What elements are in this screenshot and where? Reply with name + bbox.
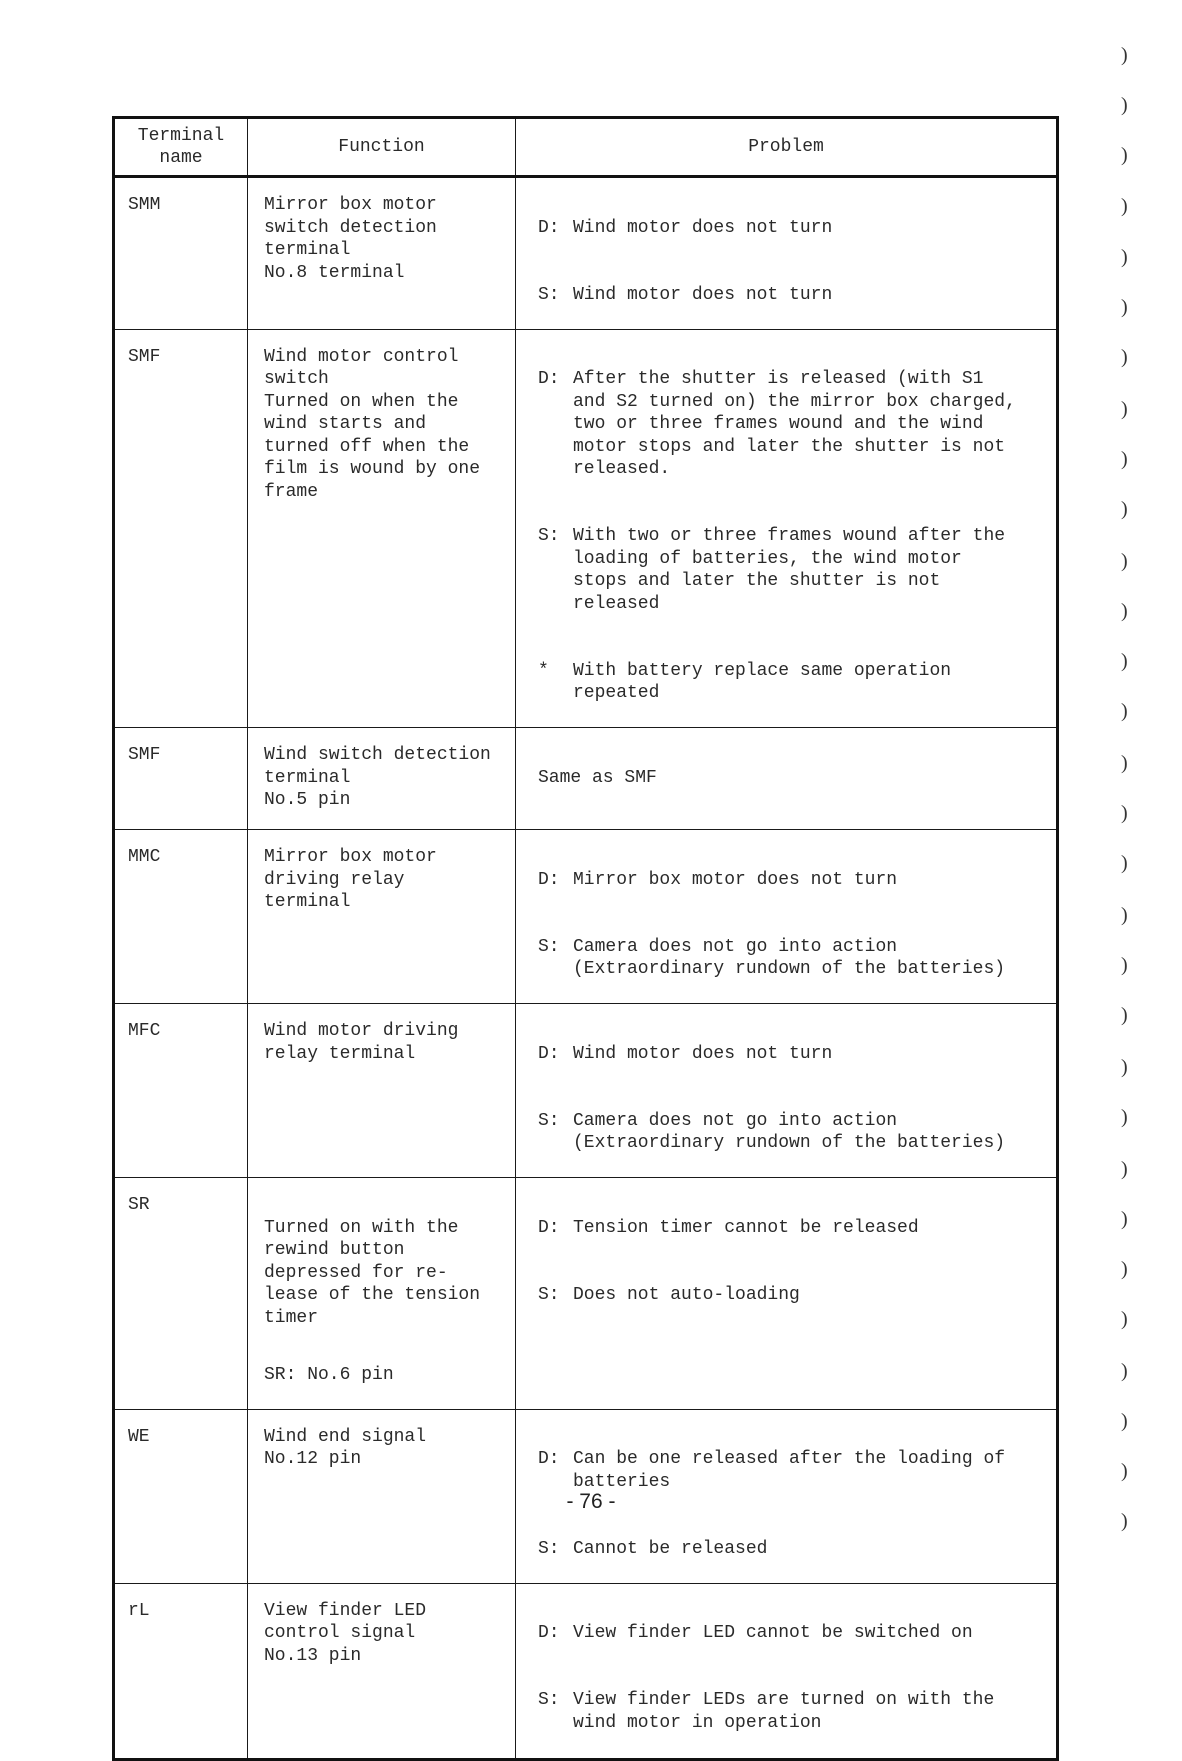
binding-mark: ) <box>1121 296 1128 318</box>
problem-prefix: D: <box>538 1623 560 1643</box>
binding-mark: ) <box>1121 44 1128 66</box>
problem-item <box>538 1110 1048 1155</box>
function-text: View finder LED control signal No.13 pin <box>264 1600 427 1666</box>
problem-cell <box>516 728 1058 830</box>
problem-item <box>538 1284 1048 1307</box>
header-terminal-name: Terminal name <box>114 118 248 177</box>
function-text: Wind motor driving relay terminal <box>264 1021 459 1064</box>
function-cell <box>248 329 516 728</box>
binding-mark: ) <box>1121 1460 1128 1482</box>
problem-item <box>538 869 1048 892</box>
binding-mark: ) <box>1121 954 1128 976</box>
problem-text: Wind motor does not turn <box>573 217 833 238</box>
problem-text: Camera does not go into action (Extraordinary rundown of the batteries) <box>573 936 1006 979</box>
function-cell <box>248 728 516 830</box>
problem-text: Does not auto-loading <box>573 1284 800 1305</box>
problem-item <box>538 525 1048 615</box>
problem-cell <box>516 329 1058 728</box>
header-problem: Problem <box>516 118 1058 177</box>
function-text: Wind switch detection terminal No.5 pin <box>264 745 491 810</box>
problem-item <box>538 1538 1048 1561</box>
problem-prefix: S: <box>538 1110 560 1131</box>
problem-text: With two or three frames wound after the loading of batteries, the wind motor stops and later the shutter is not released <box>573 526 1006 614</box>
problem-text: Cannot be released <box>573 1538 768 1559</box>
binding-mark: ) <box>1121 700 1128 722</box>
problem-prefix: D: <box>538 217 560 238</box>
binding-mark: ) <box>1121 1308 1128 1330</box>
table-row <box>114 830 1058 1004</box>
binding-mark: ) <box>1121 448 1128 470</box>
terminal-name: SMM <box>114 177 248 330</box>
header-function: Function <box>248 118 516 177</box>
problem-item <box>538 1622 1048 1645</box>
problem-text: Tension timer cannot be released <box>573 1217 919 1238</box>
problem-item <box>538 368 1048 481</box>
binding-mark: ) <box>1121 1056 1128 1078</box>
binding-mark: ) <box>1121 650 1128 672</box>
problem-item <box>538 1217 1048 1240</box>
problem-prefix: D: <box>538 869 560 890</box>
binding-mark: ) <box>1121 1158 1128 1180</box>
problem-item <box>538 767 1048 790</box>
problem-cell <box>516 177 1058 330</box>
terminal-name: WE <box>114 1409 248 1583</box>
binding-mark: ) <box>1121 144 1128 166</box>
problem-text: With battery replace same operation repeated <box>573 660 952 703</box>
problem-text: Camera does not go into action (Extraordinary rundown of the batteries) <box>573 1110 1006 1153</box>
binding-mark: ) <box>1121 752 1128 774</box>
table-row <box>114 1004 1058 1178</box>
binding-mark: ) <box>1121 1208 1128 1230</box>
function-text: Wind end signal No.12 pin <box>264 1426 427 1469</box>
terminal-name: SMF <box>114 329 248 728</box>
table-row <box>114 1178 1058 1410</box>
terminal-name: SMF <box>114 728 248 830</box>
problem-prefix: S: <box>538 936 560 957</box>
function-cell <box>248 1178 516 1410</box>
problem-prefix: D: <box>538 1043 560 1064</box>
function-text: Mirror box motor driving relay terminal <box>264 847 437 912</box>
page-number: - 76 - <box>566 1490 616 1513</box>
problem-text: Same as SMF <box>538 767 657 788</box>
problem-text: Can be one released after the loading of batteries <box>573 1449 1006 1492</box>
problem-text: Wind motor does not turn <box>573 1043 833 1064</box>
binding-mark: ) <box>1121 1360 1128 1382</box>
problem-prefix: D: <box>538 1449 560 1469</box>
binding-mark: ) <box>1121 1258 1128 1280</box>
problem-text: View finder LEDs are turned on with the wind motor in operation <box>573 1690 995 1733</box>
problem-prefix: S: <box>538 284 560 305</box>
problem-text: View finder LED cannot be switched on <box>573 1623 973 1643</box>
binding-mark: ) <box>1121 550 1128 572</box>
table-header-row <box>114 118 1058 177</box>
binding-mark: ) <box>1121 346 1128 368</box>
table-row <box>114 329 1058 728</box>
binding-mark: ) <box>1121 1410 1128 1432</box>
binding-mark: ) <box>1121 246 1128 268</box>
problem-item <box>538 284 1048 307</box>
problem-cell <box>516 1004 1058 1178</box>
problem-prefix: S: <box>538 526 560 546</box>
terminal-name: rL <box>114 1583 248 1759</box>
function-text: Turned on with the rewind button depressed for re- lease of the tension timer <box>264 1217 481 1328</box>
problem-note-asterisk: * <box>538 660 549 681</box>
problem-text: Wind motor does not turn <box>573 284 833 305</box>
function-cell <box>248 1004 516 1178</box>
binding-mark: ) <box>1121 498 1128 520</box>
problem-cell <box>516 1178 1058 1410</box>
problem-text: After the shutter is released (with S1 and S2 turned on) the mirror box charged, two or three frames wound and the wind motor stops and later the shutter is not released. <box>573 369 1016 479</box>
table-row <box>114 1583 1058 1759</box>
function-text: Wind motor control switch Turned on when the wind starts and turned off when the film is wound by one frame <box>264 346 481 502</box>
binding-mark: ) <box>1121 852 1128 874</box>
terminal-name: SR <box>114 1178 248 1410</box>
binding-mark: ) <box>1121 195 1128 217</box>
binding-mark: ) <box>1121 1106 1128 1128</box>
problem-item <box>538 217 1048 240</box>
problem-prefix: D: <box>538 369 560 389</box>
function-pin-note: SR: No.6 pin <box>264 1364 394 1385</box>
problem-text: Mirror box motor does not turn <box>573 869 898 890</box>
binding-mark: ) <box>1121 398 1128 420</box>
binding-mark: ) <box>1121 1510 1128 1532</box>
function-cell <box>248 1583 516 1759</box>
binding-mark: ) <box>1121 94 1128 116</box>
table-row <box>114 728 1058 830</box>
table-row <box>114 177 1058 330</box>
problem-prefix: S: <box>538 1538 560 1559</box>
binding-mark: ) <box>1121 802 1128 824</box>
function-cell <box>248 830 516 1004</box>
problem-prefix: D: <box>538 1217 560 1238</box>
function-text: Mirror box motor switch detection terminal No.8 terminal <box>264 195 437 283</box>
binding-mark: ) <box>1121 600 1128 622</box>
problem-item <box>538 660 1048 705</box>
problem-item <box>538 1043 1048 1066</box>
problem-item <box>538 936 1048 981</box>
problem-cell <box>516 830 1058 1004</box>
problem-item <box>538 1448 1048 1493</box>
problem-prefix: S: <box>538 1284 560 1305</box>
terminal-name: MMC <box>114 830 248 1004</box>
problem-prefix: S: <box>538 1690 560 1710</box>
problem-item <box>538 1689 1048 1734</box>
binding-mark: ) <box>1121 904 1128 926</box>
problem-cell <box>516 1583 1058 1759</box>
function-cell <box>248 177 516 330</box>
binding-mark: ) <box>1121 1004 1128 1026</box>
terminal-name: MFC <box>114 1004 248 1178</box>
